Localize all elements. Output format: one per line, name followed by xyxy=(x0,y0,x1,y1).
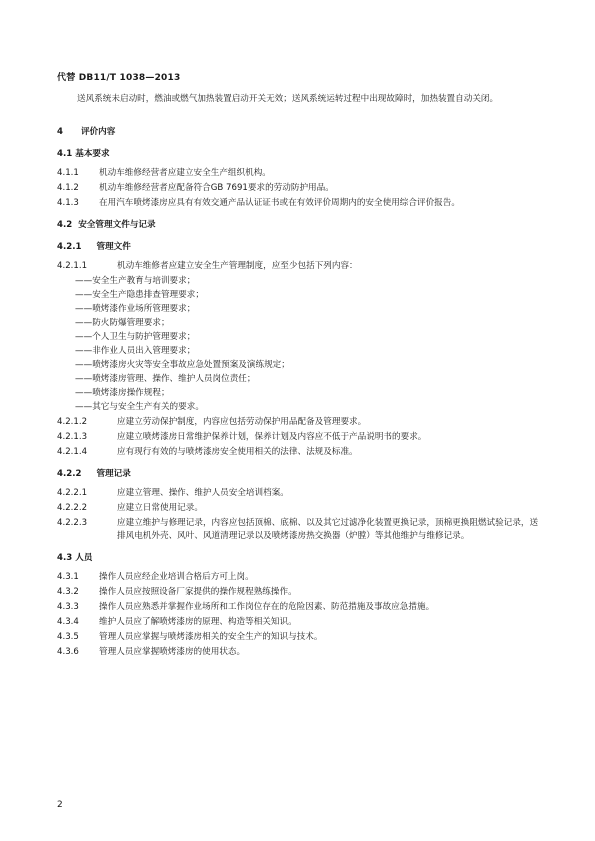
list-item: ——喷烤漆房火灾等安全事故应急处置预案及演练规定； xyxy=(75,360,290,370)
clause-number: 4.2.2.3 xyxy=(57,518,88,528)
clause-text: 应建立劳动保护制度，内容应包括劳动保护用品配备及管理要求。 xyxy=(117,417,367,427)
clause-4-3-6 xyxy=(57,646,543,659)
clause-number: 4.2.2.1 xyxy=(57,488,88,498)
section-title: 管理记录 xyxy=(96,469,131,479)
clause-number: 4.2.1.2 xyxy=(57,417,88,427)
section-number: 4.2.1 xyxy=(57,242,82,252)
clause-number: 4.2.1.4 xyxy=(57,447,88,457)
list-item: ——其它与安全生产有关的要求。 xyxy=(75,402,204,412)
list-item: ——非作业人员出入管理要求； xyxy=(75,346,196,356)
list-item: ——喷烤漆房管理、操作、维护人员岗位责任； xyxy=(75,374,256,384)
clause-4-3-1 xyxy=(57,571,543,584)
list-item: ——安全生产隐患排查管理要求； xyxy=(75,290,204,300)
clause-text: 应建立喷烤漆房日常维护保养计划，保养计划及内容应不低于产品说明书的要求。 xyxy=(117,432,427,442)
section-4-1-heading xyxy=(57,148,543,161)
clause-number: 4.3.2 xyxy=(57,587,79,597)
clause-number: 4.2.1.1 xyxy=(57,261,88,271)
section-4-2-2-heading xyxy=(57,468,543,481)
list-item: ——安全生产教育与培训要求； xyxy=(75,276,196,286)
section-number: 4.1 xyxy=(57,149,73,159)
section-number: 4.3 xyxy=(57,553,73,563)
clause-4-3-4 xyxy=(57,616,543,629)
clause-number: 4.3.1 xyxy=(57,572,79,582)
clause-text: 应建立管理、操作、维护人员安全培训档案。 xyxy=(117,488,289,498)
section-4-heading xyxy=(57,126,543,139)
clause-4-3-3 xyxy=(57,601,543,614)
clause-4-1-2 xyxy=(57,182,543,195)
section-4-2-1-heading xyxy=(57,241,543,254)
clause-number: 4.3.4 xyxy=(57,617,79,627)
list-item: ——喷烤漆房操作规程； xyxy=(75,388,170,398)
document-body xyxy=(57,93,543,661)
clause-number: 4.2.1.3 xyxy=(57,432,88,442)
section-4-3-heading xyxy=(57,552,543,565)
clause-text: 操作人员应熟悉并掌握作业场所和工作岗位存在的危险因素、防范措施及事故应急措施。 xyxy=(99,602,435,612)
clause-4-2-2-2 xyxy=(57,502,543,515)
clause-number: 4.3.6 xyxy=(57,647,79,657)
clause-text: 应建立日常使用记录。 xyxy=(117,503,203,513)
clause-text: 管理人员应掌握与喷烤漆房相关的安全生产的知识与技术。 xyxy=(99,632,323,642)
section-title: 管理文件 xyxy=(96,242,131,252)
clause-number: 4.2.2.2 xyxy=(57,503,88,513)
section-title: 安全管理文件与记录 xyxy=(78,220,156,230)
section-number: 4.2.2 xyxy=(57,469,82,479)
section-title: 人员 xyxy=(75,553,93,563)
clause-4-3-5 xyxy=(57,631,543,644)
clause-text: 机动车维修经营者应配备符合GB 7691要求的劳动防护用品。 xyxy=(99,183,334,193)
clause-text: 机动车维修者应建立安全生产管理制度，应至少包括下列内容： xyxy=(117,261,358,271)
section-title: 评价内容 xyxy=(80,127,116,137)
section-number: 4 xyxy=(57,127,63,137)
page-number: 2 xyxy=(57,800,63,810)
clause-text: 应建立维护与修理记录，内容应包括顶棉、底棉、以及其它过滤净化装置更换记录，顶棉更换阻燃试验记录，送排风电机外壳、风叶、风道清理记录以及喷烤漆房热交换器（炉膛）等其他维护与维修记录。 xyxy=(117,518,539,541)
clause-number: 4.3.3 xyxy=(57,602,79,612)
clause-4-2-1-4 xyxy=(57,446,543,459)
clause-4-2-2-1 xyxy=(57,487,543,500)
clause-4-3-2 xyxy=(57,586,543,599)
clause-4-2-1-1 xyxy=(57,260,543,273)
clause-text: 应有现行有效的与喷烤漆房安全使用相关的法律、法规及标准。 xyxy=(117,447,358,457)
clause-number: 4.3.5 xyxy=(57,632,79,642)
clause-text: 维护人员应了解喷烤漆房的原理、构造等相关知识。 xyxy=(99,617,297,627)
document-header: 代替 DB11/T 1038—2013 xyxy=(57,73,181,83)
section-4-2-heading xyxy=(57,219,543,232)
clause-4-2-2-3 xyxy=(57,517,543,543)
clause-number: 4.1.3 xyxy=(57,198,79,208)
section-number: 4.2 xyxy=(57,220,73,230)
clause-4-1-3 xyxy=(57,197,543,210)
clause-4-2-1-2 xyxy=(57,416,543,429)
list-item: ——喷烤漆作业场所管理要求； xyxy=(75,304,196,314)
list-item: ——防火防爆管理要求； xyxy=(75,318,170,328)
intro-paragraph: 送风系统未启动时，燃油或燃气加热装置启动开关无效；送风系统运转过程中出现故障时，加热装置自动关闭。 xyxy=(77,94,499,104)
clause-4-1-1 xyxy=(57,167,543,180)
clause-text: 管理人员应掌握喷烤漆房的使用状态。 xyxy=(99,647,246,657)
clause-text: 操作人员应按照设备厂家提供的操作规程熟练操作。 xyxy=(99,587,297,597)
clause-number: 4.1.1 xyxy=(57,168,79,178)
list-item: ——个人卫生与防护管理要求； xyxy=(75,332,196,342)
clause-4-2-1-3 xyxy=(57,431,543,444)
clause-text: 在用汽车喷烤漆房应具有有效交通产品认证证书或在有效评价周期内的安全使用综合评价报告。 xyxy=(99,198,460,208)
clause-text: 机动车维修经营者应建立安全生产组织机构。 xyxy=(99,168,271,178)
clause-text: 操作人员应经企业培训合格后方可上岗。 xyxy=(99,572,254,582)
section-title: 基本要求 xyxy=(75,149,110,159)
clause-number: 4.1.2 xyxy=(57,183,79,193)
